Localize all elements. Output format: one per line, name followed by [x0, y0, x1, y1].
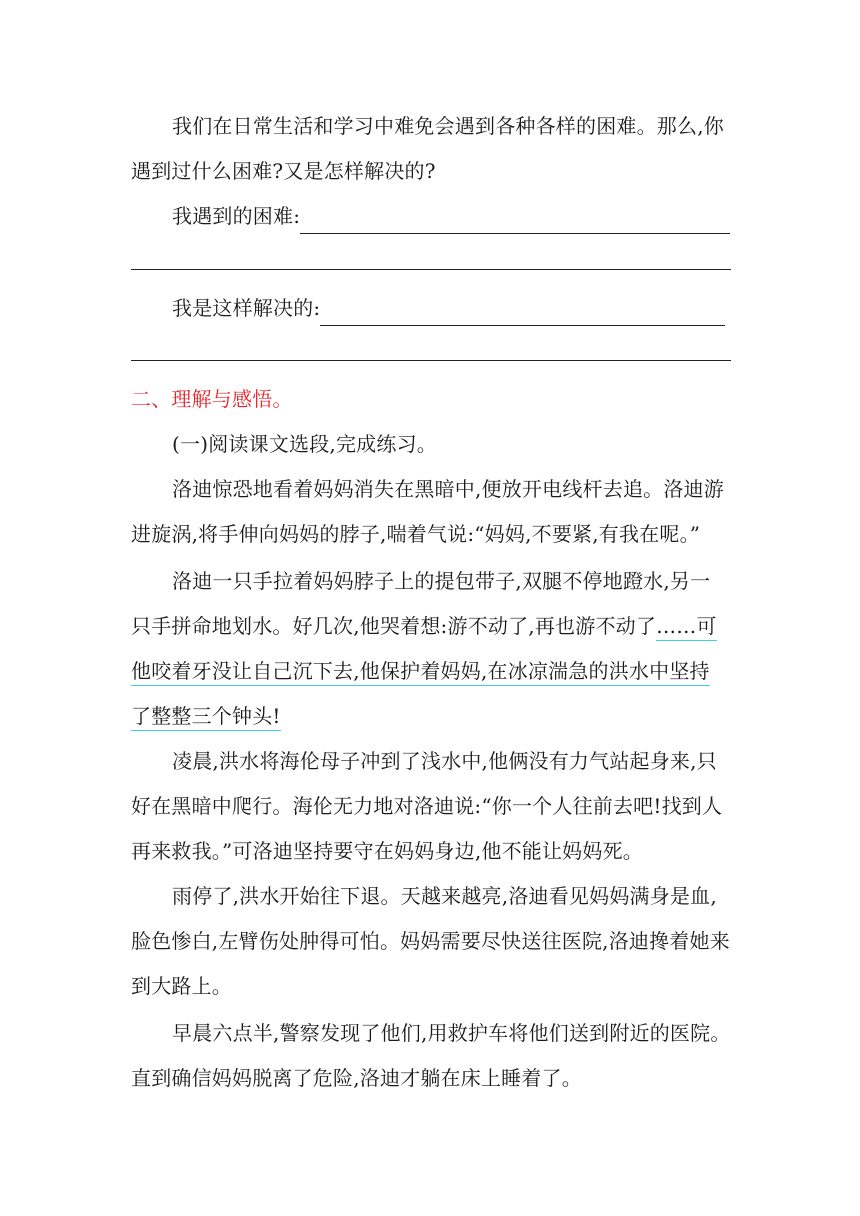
intro-line-1: 我们在日常生活和学习中难免会遇到各种各样的困难。那么,你: [172, 114, 724, 138]
passage-p2-line-2: [131, 608, 731, 644]
passage-p4-line-1: 雨停了,洪水开始往下退。天越来越亮,洛迪看见妈妈满身是血,: [172, 884, 717, 908]
passage-p5-line-1: 早晨六点半,警察发现了他们,用救护车将他们送到附近的医院。: [172, 1021, 731, 1045]
solution-answer-line-2[interactable]: [131, 360, 731, 361]
passage-p3-line-1: 凌晨,洪水将海伦母子冲到了浅水中,他俩没有力气站起身来,只: [172, 749, 717, 773]
passage-p3-line-3: 再来救我。”可洛迪坚持要守在妈妈身边,他不能让妈妈死。: [131, 839, 643, 863]
difficulty-label: 我遇到的困难:: [172, 204, 301, 228]
passage-p2-line-3: [131, 653, 731, 689]
intro-line-2: 遇到过什么困难?又是怎样解决的?: [131, 159, 436, 183]
solution-answer-blank[interactable]: [320, 299, 725, 326]
passage-p1-line-2: 进旋涡,将手伸向妈妈的脖子,喘着气说:“妈妈,不要紧,有我在呢。”: [131, 522, 701, 546]
difficulty-answer-line-2[interactable]: [131, 269, 731, 270]
passage-p4-line-3: 到大路上。: [131, 974, 232, 998]
solution-prompt: [172, 290, 731, 326]
passage-p2-line-4: [131, 698, 731, 734]
highlighted-sentence-middle: 他咬着牙没让自己沉下去,他保护着妈妈,在冰凉湍急的洪水中坚持: [131, 659, 710, 686]
passage-p4-line-2: 脸色惨白,左臂伤处肿得可怕。妈妈需要尽快送往医院,洛迪搀着她来: [131, 929, 730, 953]
difficulty-answer-blank[interactable]: [300, 207, 730, 234]
section-heading: 二、理解与感悟。: [131, 387, 293, 411]
section-subheading: (一)阅读课文选段,完成练习。: [172, 432, 437, 456]
passage-p5-line-2: 直到确信妈妈脱离了危险,洛迪才躺在床上睡着了。: [131, 1066, 582, 1090]
passage-p2-line-2-text: 只手拼命地划水。好几次,他哭着想:游不动了,再也游不动了: [131, 614, 657, 638]
passage-p2-line-1: 洛迪一只手拉着妈妈脖子上的提包带子,双腿不停地蹬水,另一: [172, 569, 711, 593]
passage-p1-line-1: 洛迪惊恐地看着妈妈消失在黑暗中,便放开电线杆去追。洛迪游: [172, 477, 724, 501]
difficulty-prompt: [172, 198, 731, 234]
highlighted-sentence-end: 了整整三个钟头!: [131, 704, 281, 731]
passage-p3-line-2: 好在黑暗中爬行。海伦无力地对洛迪说:“你一个人往前去吧!找到人: [131, 794, 723, 818]
highlighted-sentence-start: ……可: [656, 614, 717, 641]
solution-label: 我是这样解决的:: [172, 296, 321, 320]
